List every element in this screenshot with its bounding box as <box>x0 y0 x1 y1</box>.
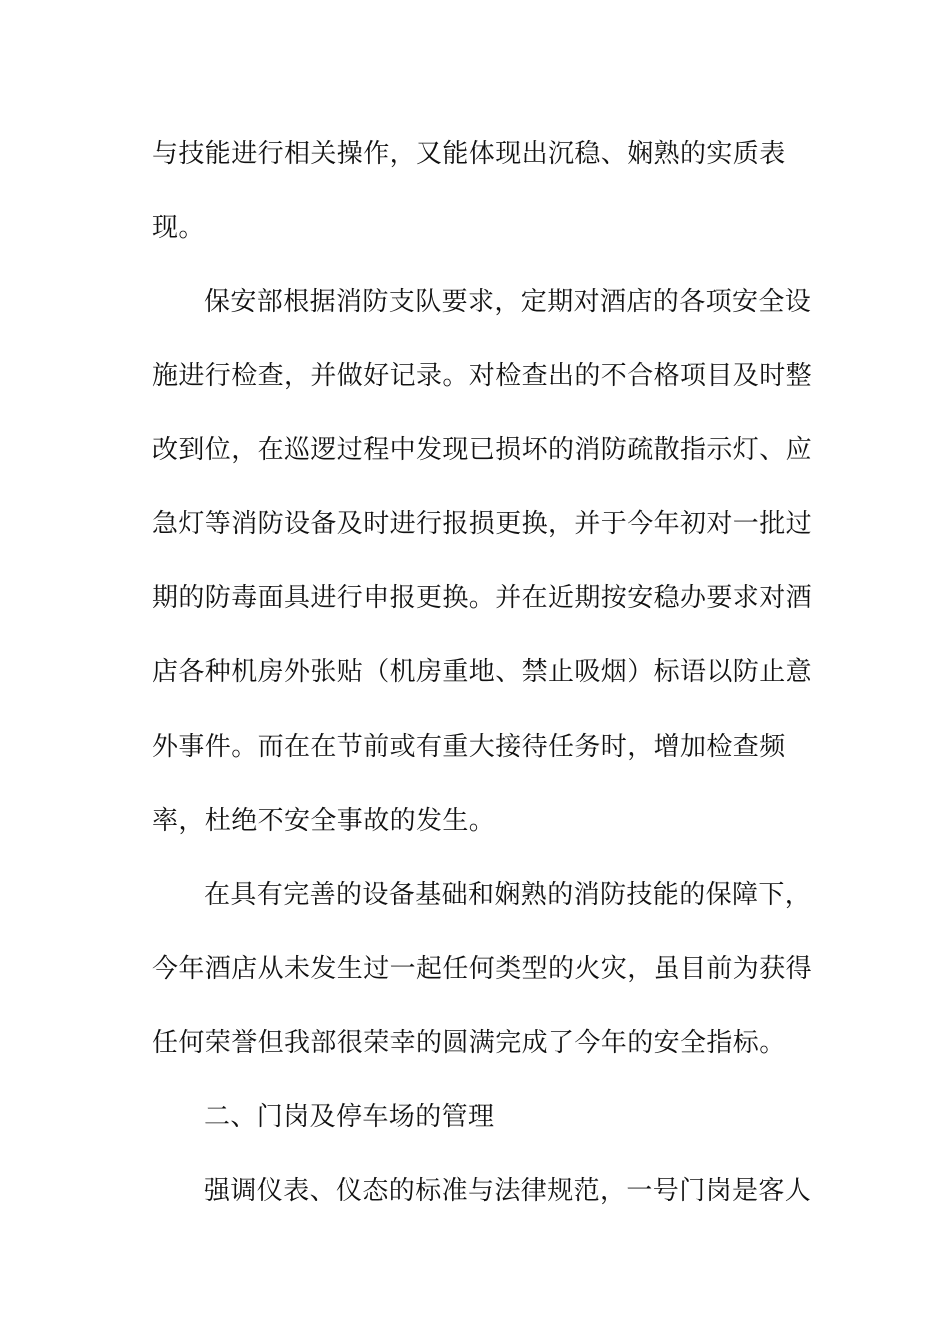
paragraph-line: 率，杜绝不安全事故的发生。 <box>152 806 496 836</box>
paragraph-line: 在具有完善的设备基础和娴熟的消防技能的保障下， <box>204 880 812 910</box>
paragraph-line: 店各种机房外张贴（机房重地、禁止吸烟）标语以防止意 <box>152 657 813 687</box>
paragraph-line: 期的防毒面具进行申报更换。并在近期按安稳办要求对酒 <box>152 583 813 613</box>
paragraph-line: 与技能进行相关操作，又能体现出沉稳、娴熟的实质表 <box>152 139 786 169</box>
section-heading: 二、门岗及停车场的管理 <box>204 1102 495 1132</box>
paragraph-line: 改到位，在巡逻过程中发现已损坏的消防疏散指示灯、应 <box>152 435 813 465</box>
paragraph-line: 今年酒店从未发生过一起任何类型的火灾，虽目前为获得 <box>152 954 813 984</box>
paragraph-line: 外事件。而在在节前或有重大接待任务时，增加检查频 <box>152 732 786 762</box>
paragraph-line: 现。 <box>152 213 205 243</box>
paragraph-line: 任何荣誉但我部很荣幸的圆满完成了今年的安全指标。 <box>152 1028 786 1058</box>
paragraph-line: 急灯等消防设备及时进行报损更换，并于今年初对一批过 <box>152 509 813 539</box>
paragraph-line: 保安部根据消防支队要求，定期对酒店的各项安全设 <box>204 287 812 317</box>
paragraph-line: 施进行检查，并做好记录。对检查出的不合格项目及时整 <box>152 361 813 391</box>
paragraph-line: 强调仪表、仪态的标准与法律规范，一号门岗是客人 <box>204 1176 812 1206</box>
